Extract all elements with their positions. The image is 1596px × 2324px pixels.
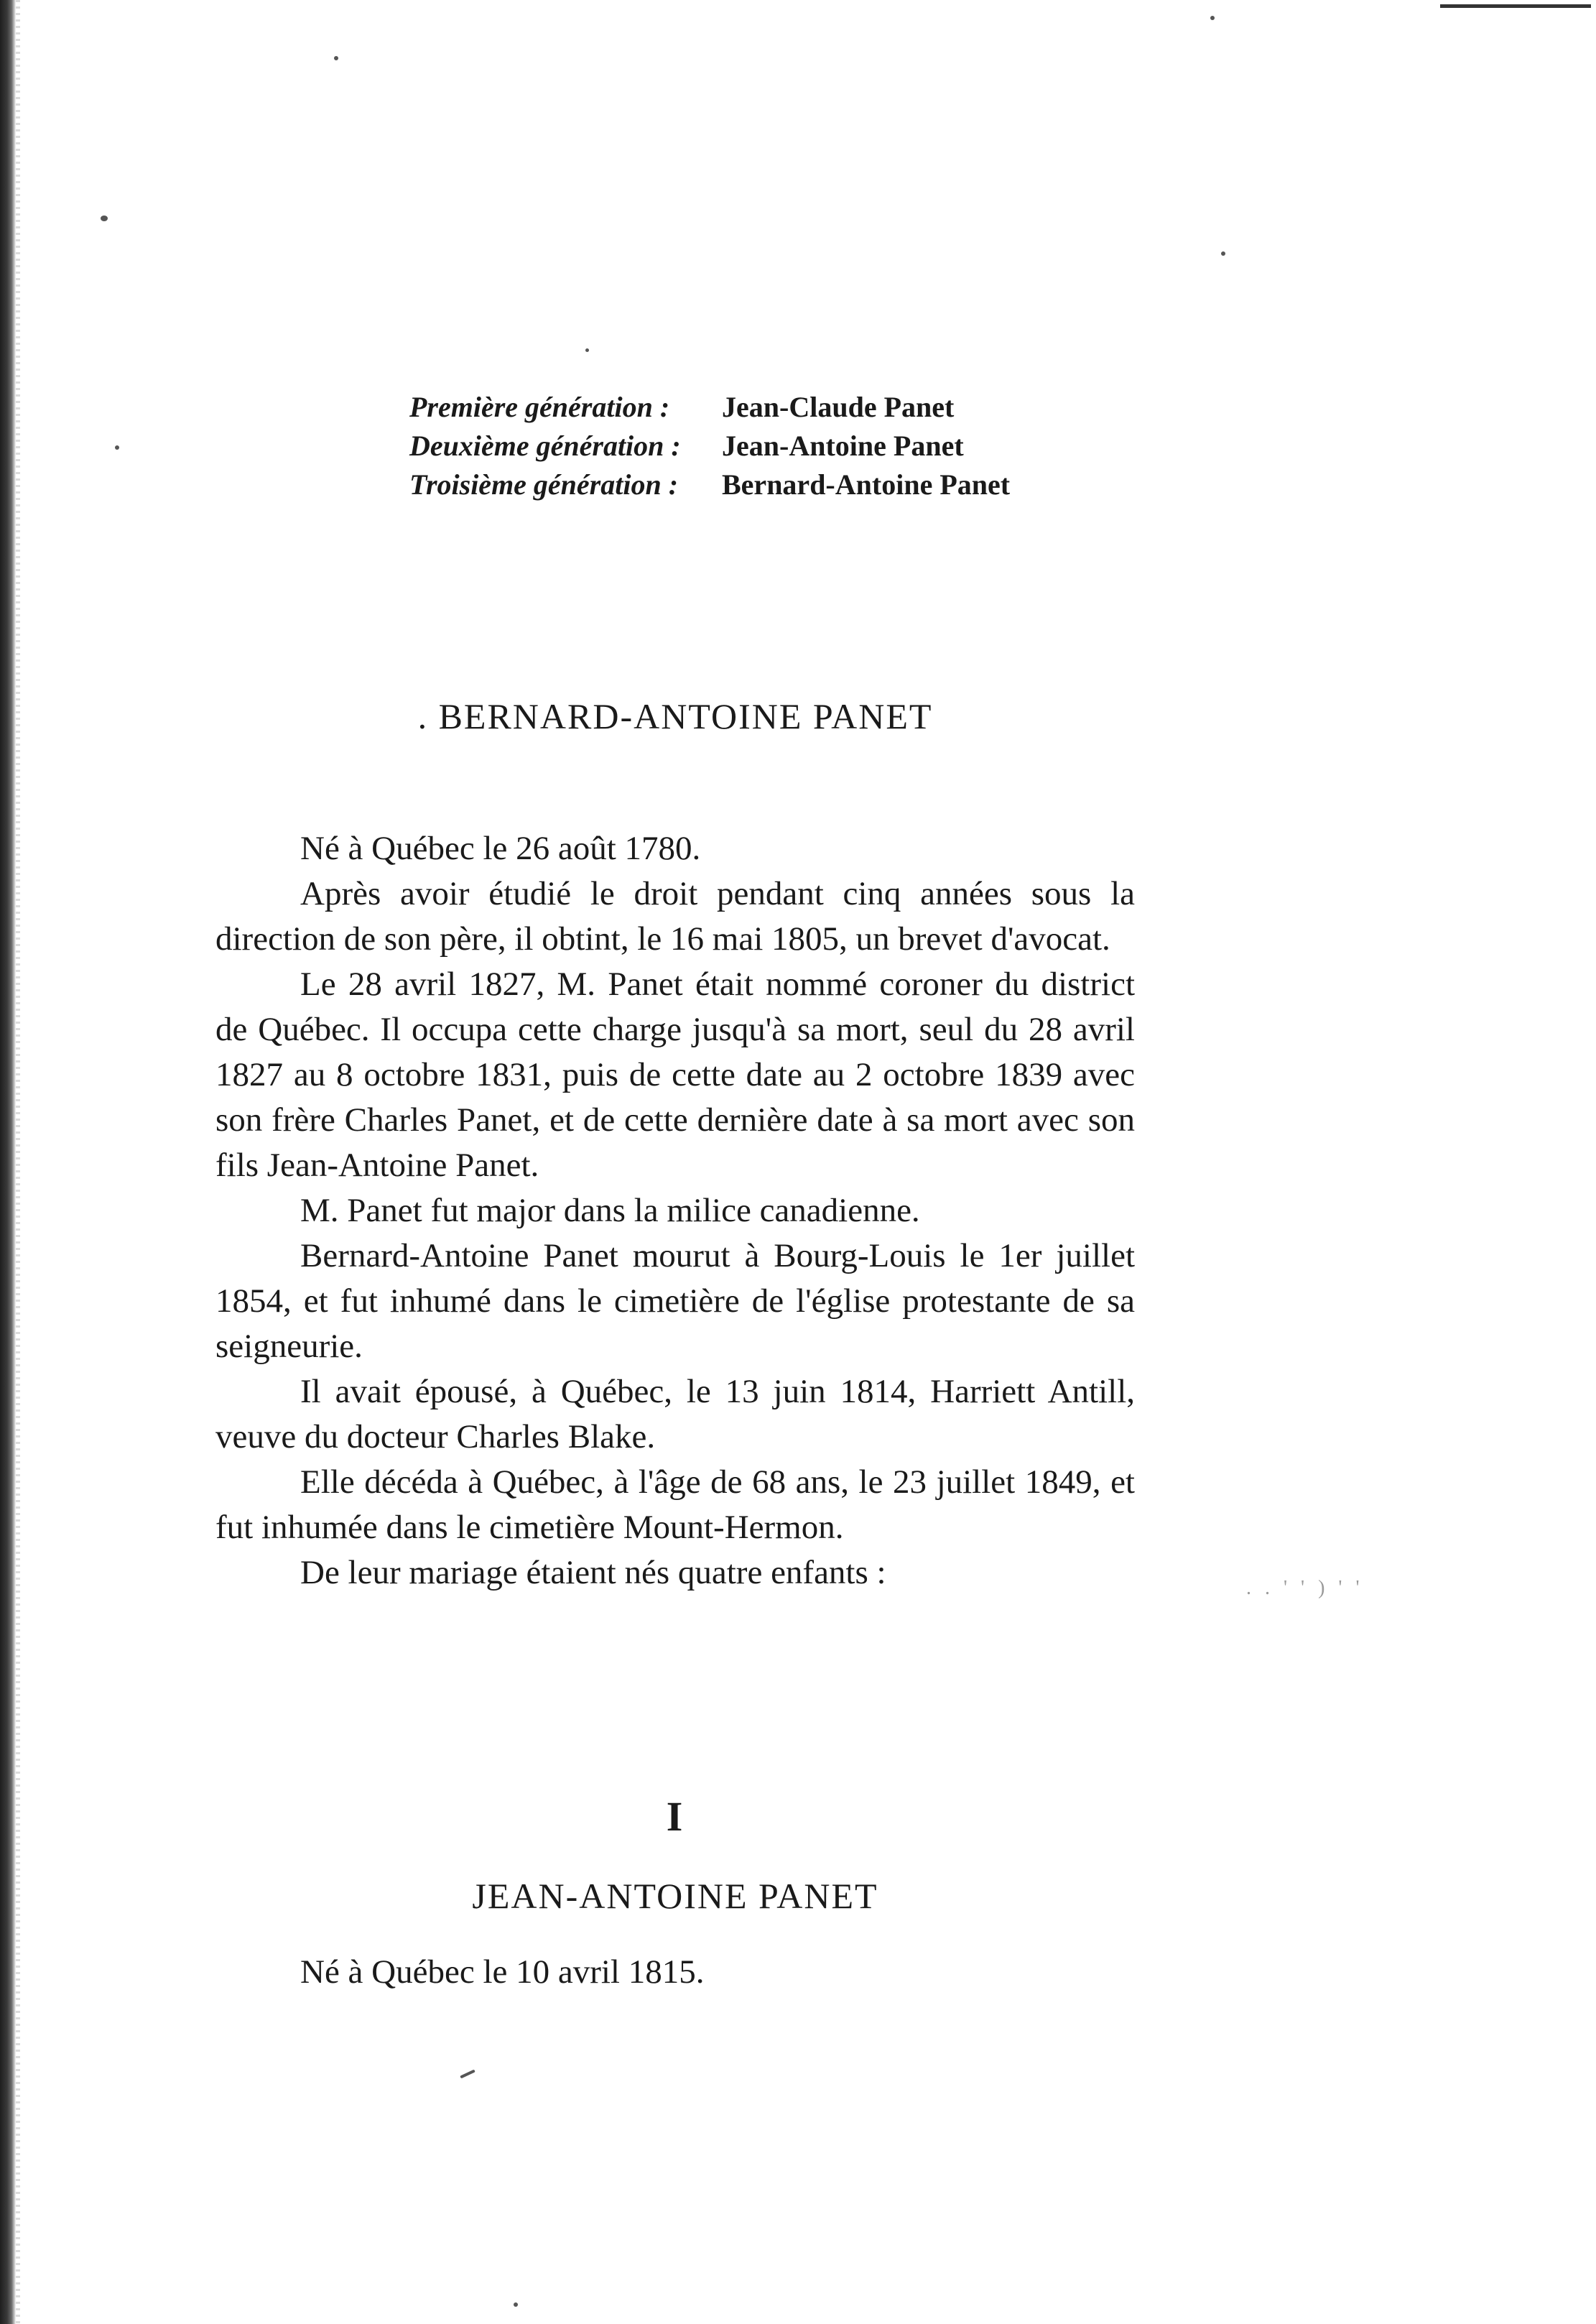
headnote-line xyxy=(409,427,1128,466)
section-heading: JEAN-ANTOINE PANET xyxy=(472,1876,878,1916)
paragraph: Il avait épousé, à Québec, le 13 juin 1814, Harriett Antill, veuve du docteur Charles Blake. xyxy=(215,1373,1135,1455)
section-first-line: Né à Québec le 10 avril 1815. xyxy=(300,1953,705,1991)
generation-label: Deuxième génération : xyxy=(409,430,681,462)
biography-body xyxy=(215,826,1135,1596)
paragraph: Elle décéda à Québec, à l'âge de 68 ans, le 23 juillet 1849, et fut inhumée dans le cimetière Mount-Hermon. xyxy=(215,1463,1135,1546)
paragraph: Après avoir étudié le droit pendant cinq années sous la direction de son père, il obtint, le 16 mai 1805, un brevet d'avocat. xyxy=(215,875,1135,958)
headnote-line xyxy=(409,388,1128,427)
section-number: I xyxy=(666,1793,685,1840)
scan-speck xyxy=(1210,16,1215,20)
binding-gutter xyxy=(0,0,16,2324)
scan-speck xyxy=(1221,251,1225,256)
generation-name: Jean-Antoine Panet xyxy=(722,430,964,462)
paragraph: Le 28 avril 1827, M. Panet était nommé coroner du district de Québec. Il occupa cette charge jusqu'à sa mort, seul du 28 avril 1827 au 8 octobre 1831, puis de cette date au 2 octobre 1839 avec son frère Charles Panet, et de cette dernière date à sa mort avec son fils Jean-Antoine Panet. xyxy=(215,966,1135,1184)
main-heading: . BERNARD-ANTOINE PANET xyxy=(417,696,933,736)
generation-label: Première génération : xyxy=(409,391,670,423)
scan-speck xyxy=(115,445,119,450)
margin-marks: . . ' ' ) ' ' xyxy=(1246,1577,1364,1599)
generation-headnote xyxy=(409,388,1128,504)
generation-name: Bernard-Antoine Panet xyxy=(722,468,1011,501)
scan-speck xyxy=(334,56,338,60)
paragraph: De leur mariage étaient nés quatre enfants : xyxy=(300,1554,886,1591)
paragraph: Bernard-Antoine Panet mourut à Bourg-Louis le 1er juillet 1854, et fut inhumé dans le cimetière de l'église protestante de sa seigneurie. xyxy=(215,1237,1135,1365)
headnote-line xyxy=(409,466,1128,504)
generation-label: Troisième génération : xyxy=(409,468,679,501)
scan-speck xyxy=(101,216,108,221)
scan-noise xyxy=(16,0,20,2324)
scan-speck xyxy=(514,2302,518,2307)
generation-name: Jean-Claude Panet xyxy=(722,391,955,423)
top-rule xyxy=(1440,4,1591,8)
paragraph: M. Panet fut major dans la milice canadienne. xyxy=(300,1192,920,1229)
scan-speck xyxy=(585,348,589,352)
scan-speck xyxy=(460,2070,475,2079)
paragraph: Né à Québec le 26 août 1780. xyxy=(300,830,701,867)
